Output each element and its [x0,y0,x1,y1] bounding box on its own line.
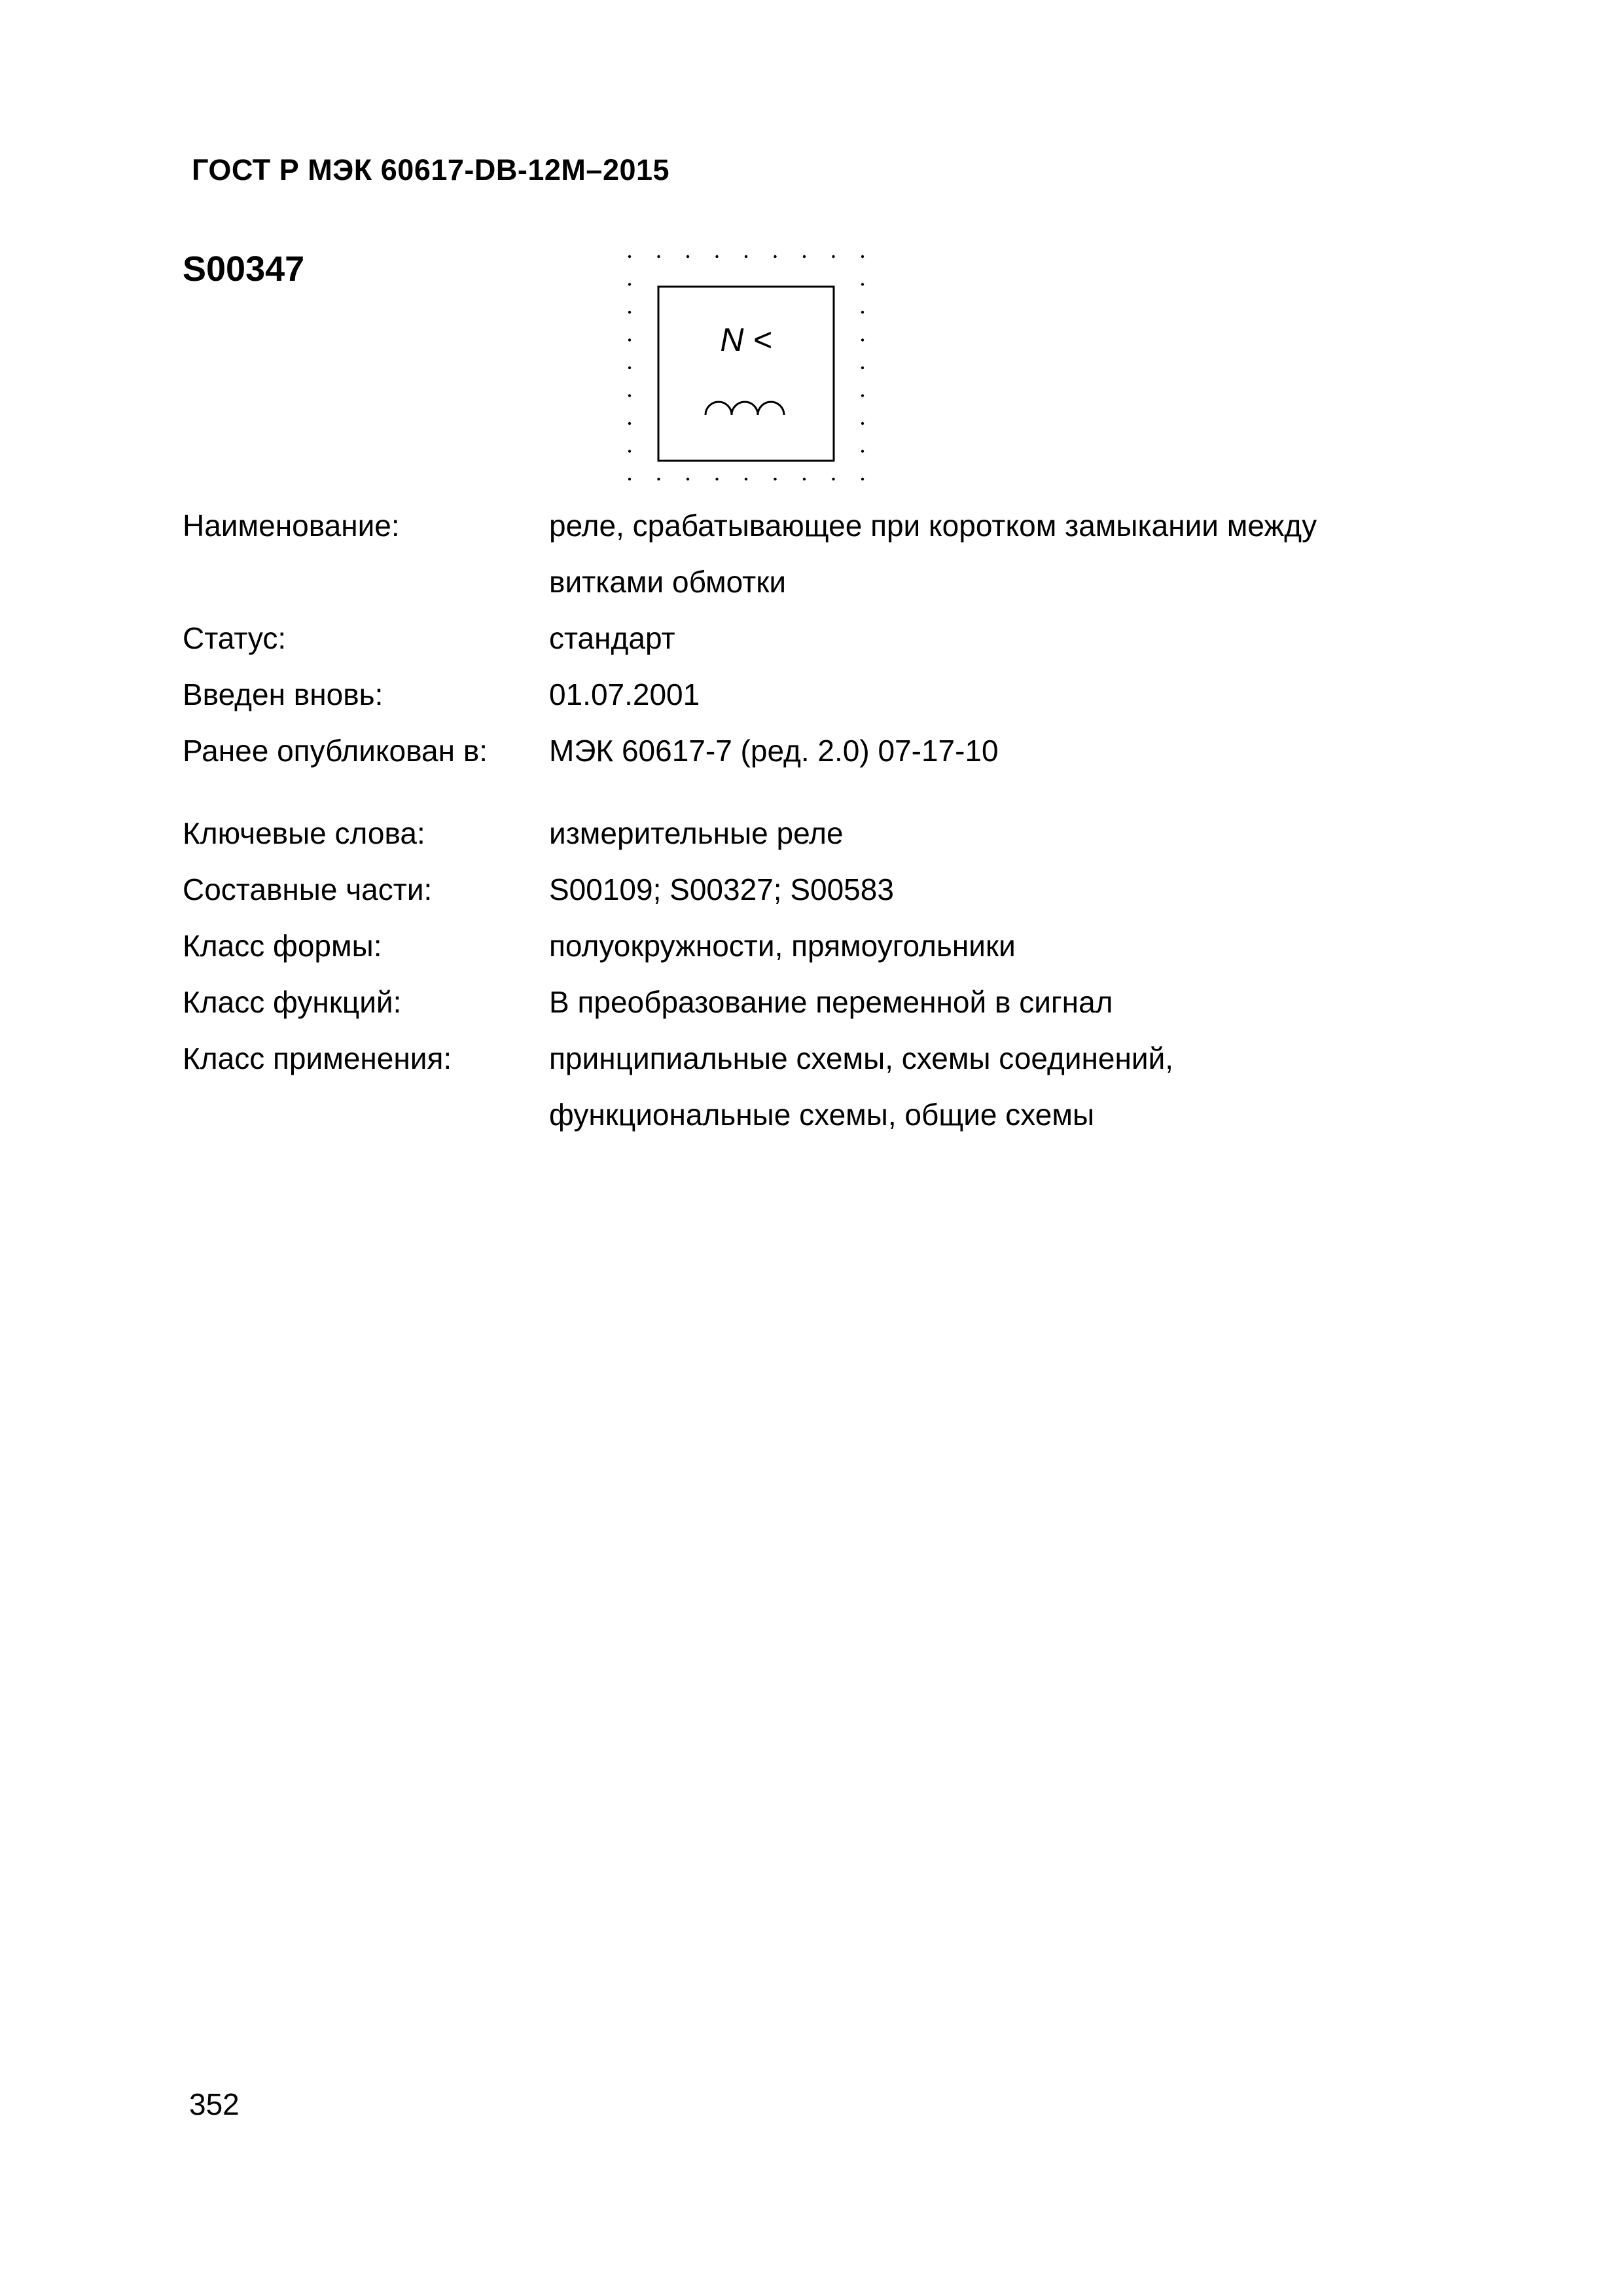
grid-dot [861,450,864,452]
grid-dot [745,478,747,480]
grid-dot [832,255,834,258]
attribute-value [549,497,1459,610]
grid-dot [861,338,864,341]
grid-dot [861,255,864,258]
grid-dot [715,478,718,480]
attribute-value-line: полуокружности, прямоугольники [549,929,1016,963]
coil-winding-icon [705,402,784,415]
attribute-row [183,861,1459,918]
attribute-table [183,497,1459,1143]
attribute-label: Введен вновь: [183,677,383,711]
attribute-value-line: витками обмотки [549,565,787,599]
attribute-row [183,666,1459,723]
attribute-value-line: реле, срабатывающее при коротком замыкании между [549,509,1317,543]
grid-dot [687,255,689,258]
grid-dot [628,338,631,341]
attribute-value [549,1030,1459,1143]
grid-dot [628,450,631,452]
attribute-row [183,723,1459,779]
attribute-label: Ключевые слова: [183,816,425,850]
symbol-figure-text: N < [720,321,772,358]
grid-dot [657,478,660,480]
grid-dot [745,255,747,258]
grid-dot [628,283,631,285]
attribute-value-line: В преобразование переменной в сигнал [549,985,1113,1019]
attribute-value [549,610,1459,666]
grid-dot [628,422,631,425]
symbol-figure [615,242,877,491]
document-header: ГОСТ Р МЭК 60617-DB-12M–2015 [192,153,670,187]
attribute-value-line: S00109; S00327; S00583 [549,872,894,906]
attribute-label: Статус: [183,621,287,655]
grid-dot [861,283,864,285]
relay-box [658,287,834,461]
attribute-value-line: МЭК 60617-7 (ред. 2.0) 07-17-10 [549,734,999,768]
grid-dot [861,422,864,425]
attribute-value-line: стандарт [549,621,675,655]
attribute-label: Наименование: [183,509,400,543]
attribute-value-line: 01.07.2001 [549,677,700,711]
attribute-value-line: измерительные реле [549,816,844,850]
attribute-row [183,610,1459,666]
symbol-code: S00347 [183,249,305,289]
grid-dot [803,255,806,258]
grid-dot [774,478,776,480]
attribute-value [549,974,1459,1030]
grid-dot [687,478,689,480]
attribute-row [183,1030,1459,1143]
grid-dot [861,367,864,369]
attribute-value [549,805,1459,861]
grid-dot [628,255,631,258]
grid-dot [861,311,864,314]
grid-dot [628,478,631,480]
grid-dot [628,367,631,369]
grid-dot [628,311,631,314]
attribute-label: Класс применения: [183,1041,452,1075]
grid-dot [774,255,776,258]
grid-dots [628,255,864,480]
attribute-row [183,918,1459,974]
attribute-value-line: функциональные схемы, общие схемы [549,1098,1095,1132]
attribute-value [549,861,1459,918]
grid-dot [832,478,834,480]
attribute-label: Класс формы: [183,929,382,963]
attribute-label: Ранее опубликован в: [183,734,488,768]
attribute-value-line: принципиальные схемы, схемы соединений, [549,1041,1174,1075]
attribute-value [549,666,1459,723]
grid-dot [657,255,660,258]
grid-dot [803,478,806,480]
grid-dot [715,255,718,258]
attribute-label: Класс функций: [183,985,402,1019]
attribute-value [549,723,1459,779]
attribute-row [183,805,1459,861]
grid-dot [628,394,631,397]
attribute-label: Составные части: [183,872,433,906]
grid-dot [861,394,864,397]
attribute-row [183,497,1459,610]
page-number: 352 [189,2087,240,2121]
attribute-row [183,974,1459,1030]
grid-dot [861,478,864,480]
attribute-value [549,918,1459,974]
